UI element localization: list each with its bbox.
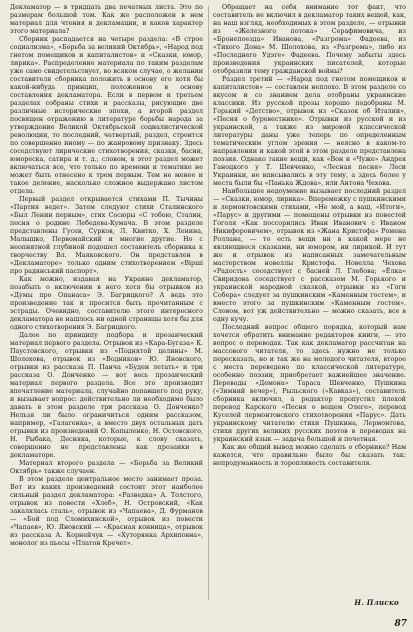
paragraph: Последний вопрос общего порядка, который нам хочется обратить внимание редакторов книги, — это вопрос о переводах. Так как декламатор рассчитан на массового читателя, то здесь нужно не только пересказать, но и так же на молодого читателя, второе с места переведено по классической литературе, особенно поэзии, приобретает важнейшее значение. Переводы «Демона» Тараса Шевченко, Пушкина («Зимний вечер»), Рыльского («Кавказ»), составитель сборника включил, а редактор пропустил плохой перевод Карского «Песня о вещем Олеге», перевод Куселей лермонтовского стихотворения «Парус». Дать украинскому читателю стихи Пушкина, Лермонтова, стихи других великих русских поэтов в переводах на украинский язык — задача большой и почетная. (213, 324, 406, 443)
paragraph: Обращает на себя внимание тот факт, что составитель не включил в декламатор таких вещей, как, на наш взгляд, необходимых в этом разделе, — отрывки из «Железного потока» Серафимовича, из «Бронепоезда» Иванова, «Разгрома» Фадеева, из «Тихого Дона» М. Шолохова, из «Разгрома», либо из «Последнего Удэге» Фадеева. Почему забыты здесь произведения украинских писателей, которые отобразили тему гражданской войны? (213, 4, 406, 75)
left-column (10, 4, 203, 602)
paragraph: Как можно, издавая на Украине декламатор, позабыть о включении в него хотя бы отрывков из «Думы про Опанаса» Э. Багрицкого? А ведь это произведение так и просится быть прочитанным с эстрады. Очевидно, составителю этого интересного декламатора не нашлось ни одной страницы хотя бы для одного стихотворения Э. Багрицкого. (10, 276, 203, 331)
paragraph: Далее по принципу подбора и прозаический материал первого раздела. Отрывок из «Кара-Бугаза» К. Паустовского, отрывки из «Поднятой целины» М. Шолохова, отрывок из «Водников» Ю. Яновского, отрывки из рассказа П. Панча «Буден летать» и три рассказа О. Донченко — вот весь прозаический материал первого раздела. Все это производит впечатление материала, случайно попавшего под руку, и вызывает вопрос: действительно ли необходимо было давать в этом разделе три рассказа О. Донченко? Нельзя ли было ограничиться одним рассказом, например, «Галагенка», а вместо двух остальных дать отрывки из произведений О. Копыленко, Н. Остовского, Н. Рыбака, Десняка, которые, к слову сказать, совершенно не представлены как прозаики в декламаторе. (10, 332, 203, 459)
paragraph: Сборник распадается на четыре раздела: «В строе социализма», «Борьба за великий Октябрь», «Народ под гнетом помещиков и капиталистов» и «Сказки, юмор, лирика». Распределение материала по таким разделам уже само свидетельствует, во всяком случае, о желании составителя сборника положить в основу его хотя бы какой-нибудь принцип, положенное в основу составления декламатора. Если в первом и третьем разделах собраны стихи и рассказы, рисующие две различные исторические эпохи, а второй раздел посвящен отражению в литературе борьбы народа за утверждение Великой Октябрьской социалистической революции, то последний, четвертый, раздел, строится по совершенно иному — по жанровому признаку. Здесь соседствуют лирические стихотворения, сказки, басни, юмореска, сатира и т. д.; словом, в этот раздел может включаться все, что только по времени и тематике не может быть отнесено к трем первым. Тем не менее и такое деление, насколько сложное выдержано листом отдела. (10, 36, 203, 195)
paragraph: Материал второго раздела — «Борьба за Великий Октябрь» также случаен. (10, 460, 203, 475)
author-signature: Н. Плиско (354, 598, 399, 607)
right-column (213, 4, 406, 602)
paragraph: В этом разделе центральное место занимает проза. Вот из каких произведений состоит этот наиболее сильный раздел декламатора: «Разведка» А. Толстого, отрывок из повести «Хлеб», Н. Островский, «Как закалялась сталь», отрывок из «Чапаева», Д. Фурманов — «Бой под Сломихинской», отрывок из повести «Чапаев», Ю. Яновский — «Красная конница», отрывок из рассказа А. Корнейчук — «Хуторянка Архиповна», монолог из пьесы «Платон Кречет». (10, 476, 203, 547)
paragraph: Декламатор — в тридцать два печатных листа. Это по размерам большой том. Как же расположен в нем материал для чтения и декламации, и каков характер этого материала? (10, 4, 203, 35)
column-divider (208, 6, 209, 600)
paragraph: Раздел третий — «Народ под гнетом помещиков и капиталистов» — составлен неплохо. В этом разделе со вкусом и со знанием дела отобраны украинские классики. Из русской прозы хорошо подобраны М. Горький «Детство», отрывок из «Сказок об Италии», «Песня о буревестнике». Отрывки из русской и из украинской, а также из мировой классической литературы даны уже теперь по определенным тематическим углом зрения — неясно в каком-то направлении и какой этой в этом разделе представлена поэзия. Однако такие вещи, как «Вон и «Чуже» Андрея Ганоцкого у Т. Шевченко, «Лесная песня» Леси Украинки, не вписывались в эту тему, а здесь более у места были бы «Панька Ждова», или Антона Чехова. (213, 76, 406, 187)
page-number: 87 (394, 619, 407, 629)
paragraph: Первый раздел открывается стихами П. Тычины «Партия ведет». Затем следуют стихи Сталинского «Был Ленин первым», стих Сосюры «С тобою, Сталин, песня о родине Лебедева-Кумача. В этом разделе представлены Гусев, Сурков, Л. Квитко, Х. Ленина, Малышко, Первомайский и многие другие. Но с неопнятной глубиной подошел составитель сборника к творчеству Вл. Маяковского. Он представлен в «Декламаторе» только одним стихотворением «Вірші про радянський паспорт». (10, 196, 203, 275)
article-columns (10, 4, 406, 602)
paragraph: Наибольшее недоумение вызывает последний раздел — «Сказки, юмор, лирика». Вперемежку с пушкинскими и лермонтовскими стихами, «Не мой, а ваш, «Итоги», «Парус» и другими — помещены отрывки из повестей Гоголя «Как поссорились Иван Иванович с Иваном Никифоровичем», отрывок из «Жана Кристофа» Ромена Роллана, — то есть вещи ни в какой мере не являющиеся сказками, ни юмором, ни лирикой. И тут же и отрывок из написанных замечательным мастерством новеллы Кристофа. Новелла Чехова «Радость» соседствует с басней Л. Глебова; «Ёлка» Свиридова соседствует с рассказом М. Горького и украинской народной сказкой, отрывки из «Гоги Собера» следует за пушкинским «Каменным гостем», и вместо этого за пушкинским «Каменным гостем». Словом, вот уж действительно — можно сказать, все в одну кучу. (213, 188, 406, 323)
paragraph: Как же общий вывод можно сделать о сборнике? Нам кажется, что правильно было бы сказать так: непродуманность и торопливость составителя. (213, 444, 406, 467)
